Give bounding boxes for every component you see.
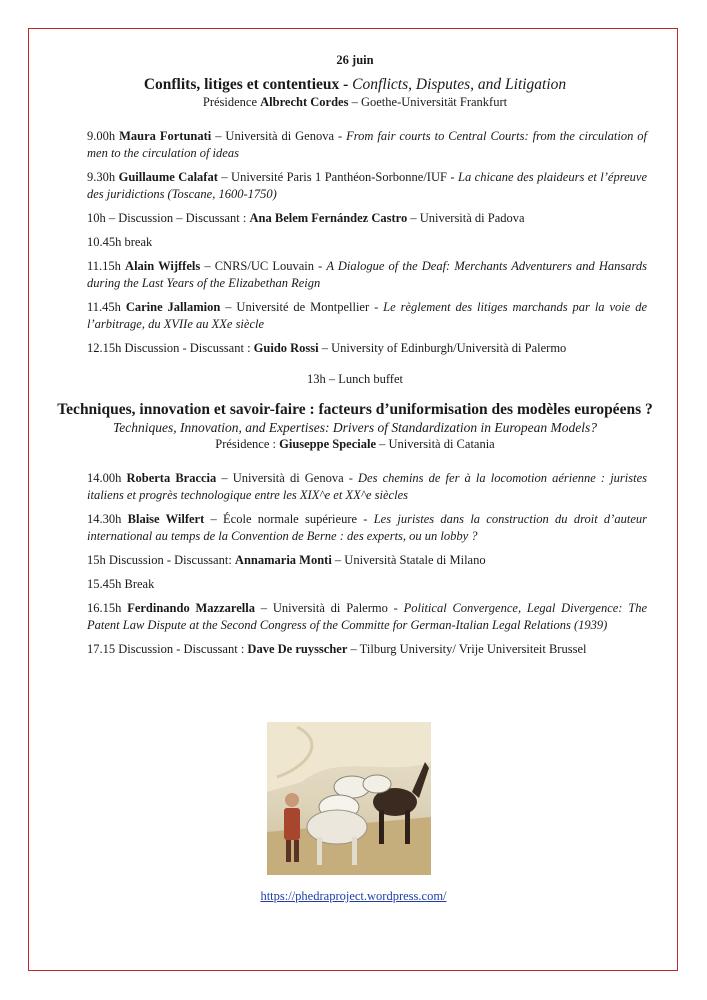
program-item bbox=[87, 299, 647, 333]
item-time: 11.45h bbox=[87, 300, 121, 314]
program-item bbox=[87, 641, 647, 658]
session1-title bbox=[55, 75, 655, 94]
item-speaker: Guido Rossi bbox=[253, 341, 319, 355]
item-time: 14.00h bbox=[87, 471, 122, 485]
program-item bbox=[87, 470, 647, 504]
presidence-name: Albrecht Cordes bbox=[260, 95, 349, 109]
program-item bbox=[87, 552, 647, 569]
program-item bbox=[87, 258, 647, 292]
item-affil: – Università di Genova - bbox=[211, 129, 347, 143]
website-link[interactable]: https://phedraproject.wordpress.com/ bbox=[260, 889, 447, 903]
item-title: From fair courts to Central Courts: from the circulation of men to the circulation of ideas bbox=[87, 129, 648, 160]
item-time: 10h – Discussion – Discussant : bbox=[87, 211, 247, 225]
program-item bbox=[87, 600, 647, 634]
item-title: A Dialogue of the Deaf: Merchants Adventurers and Hansards during the Last Years of the Elizabethan Reign bbox=[87, 259, 647, 290]
item-affil: – Università Statale di Milano bbox=[331, 553, 486, 567]
item-time: 17.15 Discussion - Discussant : bbox=[87, 642, 245, 656]
item-title: Les juristes dans la construction du droit d’auteur international au temps de la Convention de Berne : des experts, ou un lobby ? bbox=[87, 512, 647, 543]
item-time: 14.30h bbox=[87, 512, 122, 526]
item-time: 15.45h Break bbox=[87, 577, 155, 591]
item-speaker: Dave De ruysscher bbox=[247, 642, 348, 656]
program-item bbox=[87, 210, 647, 227]
presidence-label: Présidence bbox=[202, 95, 258, 109]
item-speaker: Ferdinando Mazzarella bbox=[127, 601, 255, 615]
item-affil: – Université Paris 1 Panthéon-Sorbonne/IUF - bbox=[217, 170, 459, 184]
presidence-label: Présidence : bbox=[215, 437, 276, 451]
program-item bbox=[87, 234, 647, 251]
session1-title-en: Conflicts, Disputes, and Litigation bbox=[352, 76, 567, 93]
item-affil: – Università di Padova bbox=[407, 211, 525, 225]
item-affil: – Tilburg University/ Vrije Universiteit Brussel bbox=[347, 642, 587, 656]
program-item bbox=[87, 128, 647, 162]
item-affil: – École normale supérieure - bbox=[204, 512, 374, 526]
session1-title-fr: Conflits, litiges et contentieux - bbox=[143, 76, 349, 93]
day-date: 26 juin bbox=[336, 53, 374, 67]
item-speaker: Roberta Braccia bbox=[126, 471, 217, 485]
item-time: 12.15h Discussion - Discussant : bbox=[87, 341, 251, 355]
item-title: La chicane des plaideurs et l’épreuve des juridictions (Toscane, 1600-1750) bbox=[87, 170, 647, 201]
item-title: Des chemins de fer à la locomotion aérienne : juristes italiens et progrès technologique entre les XIX^e et XX^e siècles bbox=[87, 471, 648, 502]
item-affil: – Università di Genova - bbox=[216, 471, 359, 485]
medieval-illustration bbox=[267, 722, 431, 875]
program-content bbox=[55, 52, 655, 665]
item-speaker: Maura Fortunati bbox=[119, 129, 212, 143]
presidence-name: Giuseppe Speciale bbox=[279, 437, 377, 451]
item-time: 9.30h bbox=[87, 170, 116, 184]
item-affil: – CNRS/UC Louvain - bbox=[200, 259, 327, 273]
item-time: 9.00h bbox=[87, 129, 116, 143]
item-time: 16.15h bbox=[87, 601, 122, 615]
item-speaker: Annamaria Monti bbox=[234, 553, 332, 567]
item-speaker: Guillaume Calafat bbox=[118, 170, 218, 184]
item-speaker: Ana Belem Fernández Castro bbox=[249, 211, 408, 225]
item-speaker: Blaise Wilfert bbox=[127, 512, 205, 526]
session1-list bbox=[55, 128, 655, 357]
session2-presidence bbox=[55, 436, 655, 452]
program-item bbox=[87, 576, 647, 593]
session2-title-en: Techniques, Innovation, and Expertises: Drivers of Standardization in European Models? bbox=[112, 420, 598, 435]
item-title: Political Convergence, Legal Divergence: The Patent Law Dispute at the Second Congress of the Committe for German-Italian Legal Relations (1939) bbox=[87, 601, 647, 632]
presidence-affil: – Goethe-Universität Frankfurt bbox=[351, 95, 508, 109]
program-item bbox=[87, 511, 647, 545]
item-title: Le règlement des litiges marchands par la voie de l’arbitrage, du XVIIe au XXe siècle bbox=[87, 300, 647, 331]
item-affil: – University of Edinburgh/Università di Palermo bbox=[318, 341, 567, 355]
session1-presidence bbox=[55, 94, 655, 110]
illustration-svg bbox=[267, 722, 431, 875]
item-affil: – Università di Palermo - bbox=[254, 601, 404, 615]
program-item bbox=[87, 340, 647, 357]
item-speaker: Carine Jallamion bbox=[125, 300, 221, 314]
presidence-affil: – Università di Catania bbox=[379, 437, 495, 451]
program-item bbox=[87, 169, 647, 203]
session2-list bbox=[55, 470, 655, 658]
item-affil: – Université de Montpellier - bbox=[220, 300, 384, 314]
item-time: 11.15h bbox=[87, 259, 121, 273]
item-time: 10.45h break bbox=[87, 235, 153, 249]
session2-header bbox=[55, 400, 655, 452]
session2-title-fr: Techniques, innovation et savoir-faire : facteurs d’uniformisation des modèles européens ? bbox=[57, 401, 653, 418]
item-speaker: Alain Wijffels bbox=[125, 259, 201, 273]
lunch-break: 13h – Lunch buffet bbox=[307, 372, 403, 386]
item-time: 15h Discussion - Discussant: bbox=[87, 553, 232, 567]
